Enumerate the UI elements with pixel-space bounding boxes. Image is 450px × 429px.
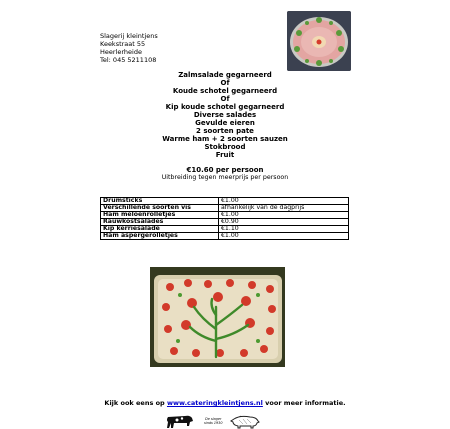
- platter-photo-top-image: [287, 11, 351, 71]
- footer-line: [0, 399, 450, 407]
- menu-line: Zalmsalade gegarneerd: [178, 71, 272, 79]
- footer-suffix: voor meer informatie.: [262, 399, 346, 407]
- menu-line: Fruit: [215, 151, 235, 159]
- shop-name: Slagerij kleintjens: [100, 32, 158, 40]
- item-name: Rauwkostsalades: [101, 219, 219, 226]
- extras-price-table: [100, 197, 349, 240]
- item-price: €1.00: [219, 233, 349, 240]
- menu-line: Koude schotel gegarneerd: [172, 87, 278, 95]
- menu-line: 2 soorten pate: [196, 127, 254, 135]
- pig-icon: [230, 414, 260, 429]
- item-price: €0.90: [219, 219, 349, 226]
- menu-line: Gevulde eieren: [195, 119, 255, 127]
- menu-line: Of: [220, 79, 230, 87]
- item-price: €1.00: [219, 198, 349, 205]
- item-name: Verschillende soorten vis: [101, 205, 219, 212]
- item-price: afhankelijk van de dagprijs: [219, 205, 349, 212]
- footer-prefix: Kijk ook eens op: [104, 399, 167, 407]
- item-name: Ham meloenrolletjes: [101, 212, 219, 219]
- logo-line-1: De slager: [205, 417, 222, 421]
- butcher-logo-text: [204, 417, 222, 425]
- menu-line: Of: [220, 95, 230, 103]
- menu-line: Warme ham + 2 soorten sauzen: [162, 135, 288, 143]
- salad-photo-image: [150, 267, 285, 367]
- phone: Tel: 045 5211108: [100, 56, 157, 64]
- table-row: [101, 233, 349, 240]
- address-block: [100, 32, 158, 64]
- logo-line-2: sinds 1930: [204, 421, 223, 425]
- price-per-person: €10.60 per persoon: [186, 166, 264, 174]
- item-name: Drumsticks: [101, 198, 219, 205]
- menu-line: Diverse salades: [193, 111, 257, 119]
- item-price: €1.00: [219, 212, 349, 219]
- cow-icon: [165, 412, 195, 429]
- website-link[interactable]: www.cateringkleintjens.nl: [166, 399, 263, 407]
- menu-list: [0, 71, 450, 159]
- platter-photo-top: [287, 11, 351, 71]
- item-price: €1.10: [219, 226, 349, 233]
- extra-note: Uitbreiding tegen meerprijs per persoon: [161, 174, 289, 181]
- street: Keekstraat 55: [100, 40, 146, 48]
- salad-photo: [150, 267, 285, 367]
- menu-line: Stokbrood: [204, 143, 246, 151]
- menu-line: Kip koude schotel gegarneerd: [165, 103, 285, 111]
- item-name: Kip kerriesalade: [101, 226, 219, 233]
- city: Heerlerheide: [100, 48, 142, 56]
- item-name: Ham aspergerolletjes: [101, 233, 219, 240]
